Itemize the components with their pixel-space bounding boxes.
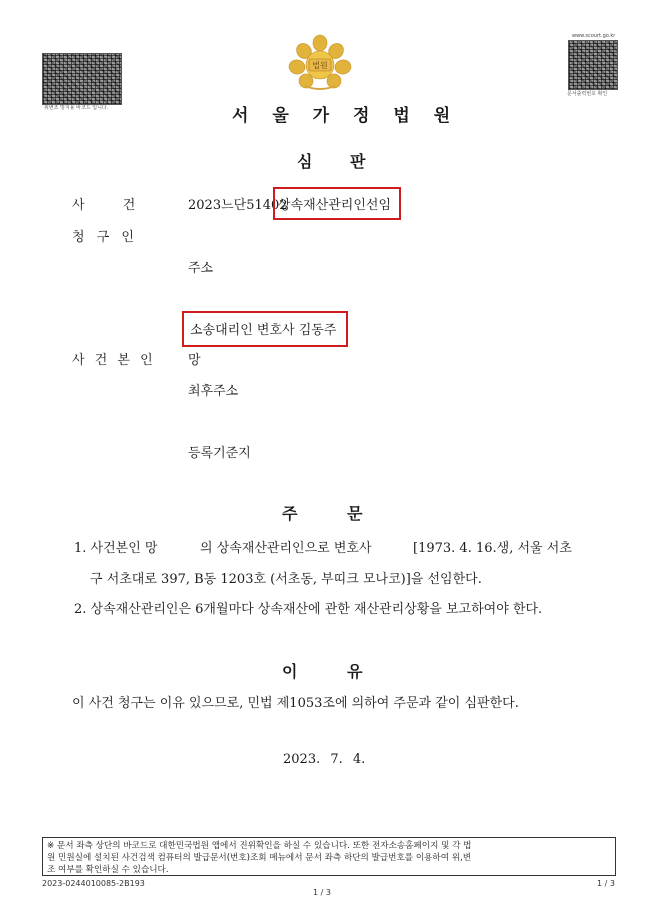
notice-line-2: 원 민원실에 설치된 사건검색 컴퓨터의 발급문서(번호)조회 메뉴에서 문서 좌측 하단의 발급번호를 이용하여 위,변 — [47, 853, 472, 863]
claimant-address-label: 주소 — [188, 261, 214, 276]
case-number: 2023느단51402 — [188, 198, 288, 213]
order-item-1-part-a: 1. 사건본인 망 — [74, 541, 158, 556]
reason-heading: 이 유 — [282, 662, 365, 681]
barcode-caption: 위변조 방지용 바코드 입니다. — [44, 105, 109, 111]
order-item-1-line-2: 구 서초대로 397, B동 1203호 (서초동, 부띠크 모나코)]을 선임한다. — [90, 572, 482, 587]
qr-caption: 문서출력번호 확인 — [567, 91, 608, 97]
claimant-label: 청 구 인 — [72, 230, 138, 245]
deceased-marker: 망 — [188, 353, 201, 368]
decision-date: 2023. 7. 4. — [283, 752, 366, 767]
order-heading: 주 문 — [282, 504, 365, 523]
authenticity-barcode — [42, 53, 122, 105]
principal-label: 사 건 본 인 — [72, 353, 156, 368]
document-qr-code — [568, 40, 618, 90]
order-item-1-part-c: [1973. 4. 16.생, 서울 서초 — [413, 541, 572, 556]
page-number: 1 / 3 — [313, 888, 331, 897]
court-seal-emblem — [287, 34, 353, 92]
issue-number: 2023-0244010085-2B193 — [42, 879, 145, 888]
notice-line-3: 조 여부를 확인하실 수 있습니다. — [47, 865, 169, 875]
case-name: 상속재산관리인선임 — [278, 198, 392, 213]
seal-text: 법원 — [312, 61, 328, 70]
authenticity-notice — [42, 837, 616, 876]
reason-text: 이 사건 청구는 이유 있으므로, 민법 제1053조에 의하여 주문과 같이 심판한다. — [72, 696, 519, 711]
registry-label: 등록기준지 — [188, 446, 251, 461]
order-item-2: 2. 상속재산관리인은 6개월마다 상속재산에 관한 재산관리상황을 보고하여야 한다. — [74, 602, 543, 617]
court-url: www.scourt.go.kr — [572, 33, 616, 39]
case-label: 사 건 — [72, 198, 136, 213]
notice-line-1: ※ 문서 좌측 상단의 바코드로 대한민국법원 앱에서 진위확인을 하실 수 있습니다. 또한 전자소송홈페이지 및 각 법 — [47, 841, 472, 851]
last-address-label: 최후주소 — [188, 384, 239, 399]
claimant-agent: 소송대리인 변호사 김동주 — [190, 323, 337, 338]
order-item-1-part-b: 의 상속재산관리인으로 변호사 — [200, 541, 372, 556]
court-name: 서 울 가 정 법 원 — [232, 106, 460, 126]
page-number-right: 1 / 3 — [597, 879, 615, 888]
document-title: 심 판 — [297, 152, 368, 171]
